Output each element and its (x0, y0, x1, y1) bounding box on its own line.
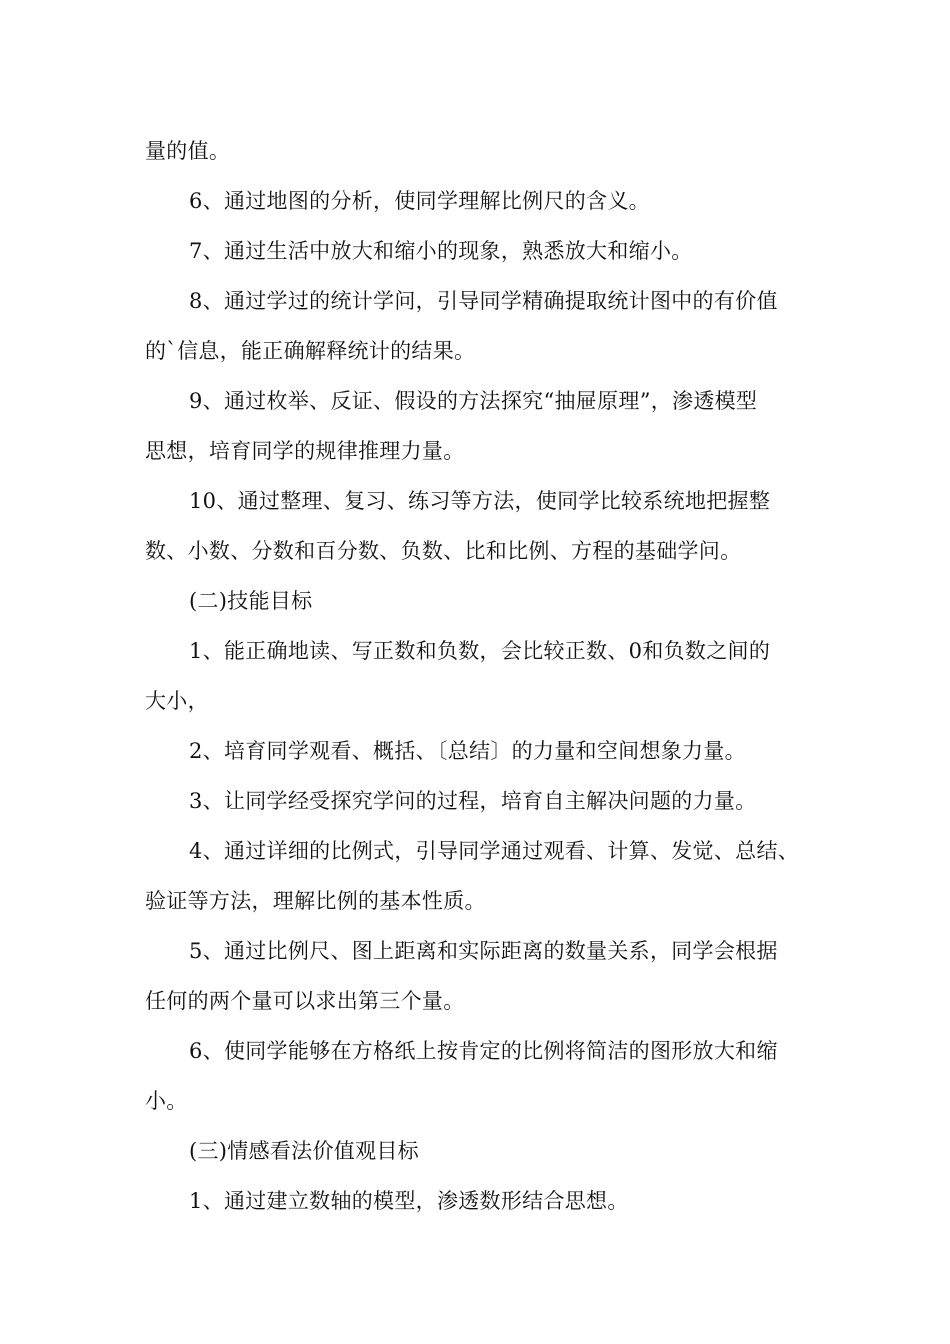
text-line-13: 2、培育同学观看、概括、〔总结〕的力量和空间想象力量。 (189, 739, 746, 763)
section-heading-values: (三)情感看法价值观目标 (189, 1139, 419, 1163)
text-line-2: 6、通过地图的分析，使同学理解比例尺的含义。 (189, 189, 650, 213)
text-line-9: 数、小数、分数和百分数、负数、比和比例、方程的基础学问。 (145, 539, 742, 563)
section-heading-skills: (二)技能目标 (189, 589, 313, 613)
text-line-17: 5、通过比例尺、图上距离和实际距离的数量关系，同学会根据 (189, 939, 778, 963)
text-line-20: 小。 (145, 1089, 188, 1113)
text-line-5: 的`信息，能正确解释统计的结果。 (145, 339, 476, 363)
text-line-12: 大小， (145, 689, 209, 713)
text-line-15: 4、通过详细的比例式，引导同学通过观看、计算、发觉、总结、 (189, 839, 800, 863)
text-line-19: 6、使同学能够在方格纸上按肯定的比例将简洁的图形放大和缩 (189, 1039, 778, 1063)
text-line-6: 9、通过枚举、反证、假设的方法探究“抽屉原理”，渗透模型 (189, 389, 758, 413)
text-line-8: 10、通过整理、复习、练习等方法，使同学比较系统地把握整 (189, 489, 771, 513)
text-line-1: 量的值。 (145, 139, 231, 163)
text-line-22: 1、通过建立数轴的模型，渗透数形结合思想。 (189, 1189, 629, 1213)
text-line-18: 任何的两个量可以求出第三个量。 (145, 989, 465, 1013)
text-line-7: 思想，培育同学的规律推理力量。 (145, 439, 465, 463)
text-line-11: 1、能正确地读、写正数和负数，会比较正数、0和负数之间的 (189, 639, 771, 663)
text-line-4: 8、通过学过的统计学问，引导同学精确提取统计图中的有价值 (189, 289, 778, 313)
text-line-16: 验证等方法，理解比例的基本性质。 (145, 889, 486, 913)
text-line-3: 7、通过生活中放大和缩小的现象，熟悉放大和缩小。 (189, 239, 693, 263)
text-line-14: 3、让同学经受探究学问的过程，培育自主解决问题的力量。 (189, 789, 757, 813)
